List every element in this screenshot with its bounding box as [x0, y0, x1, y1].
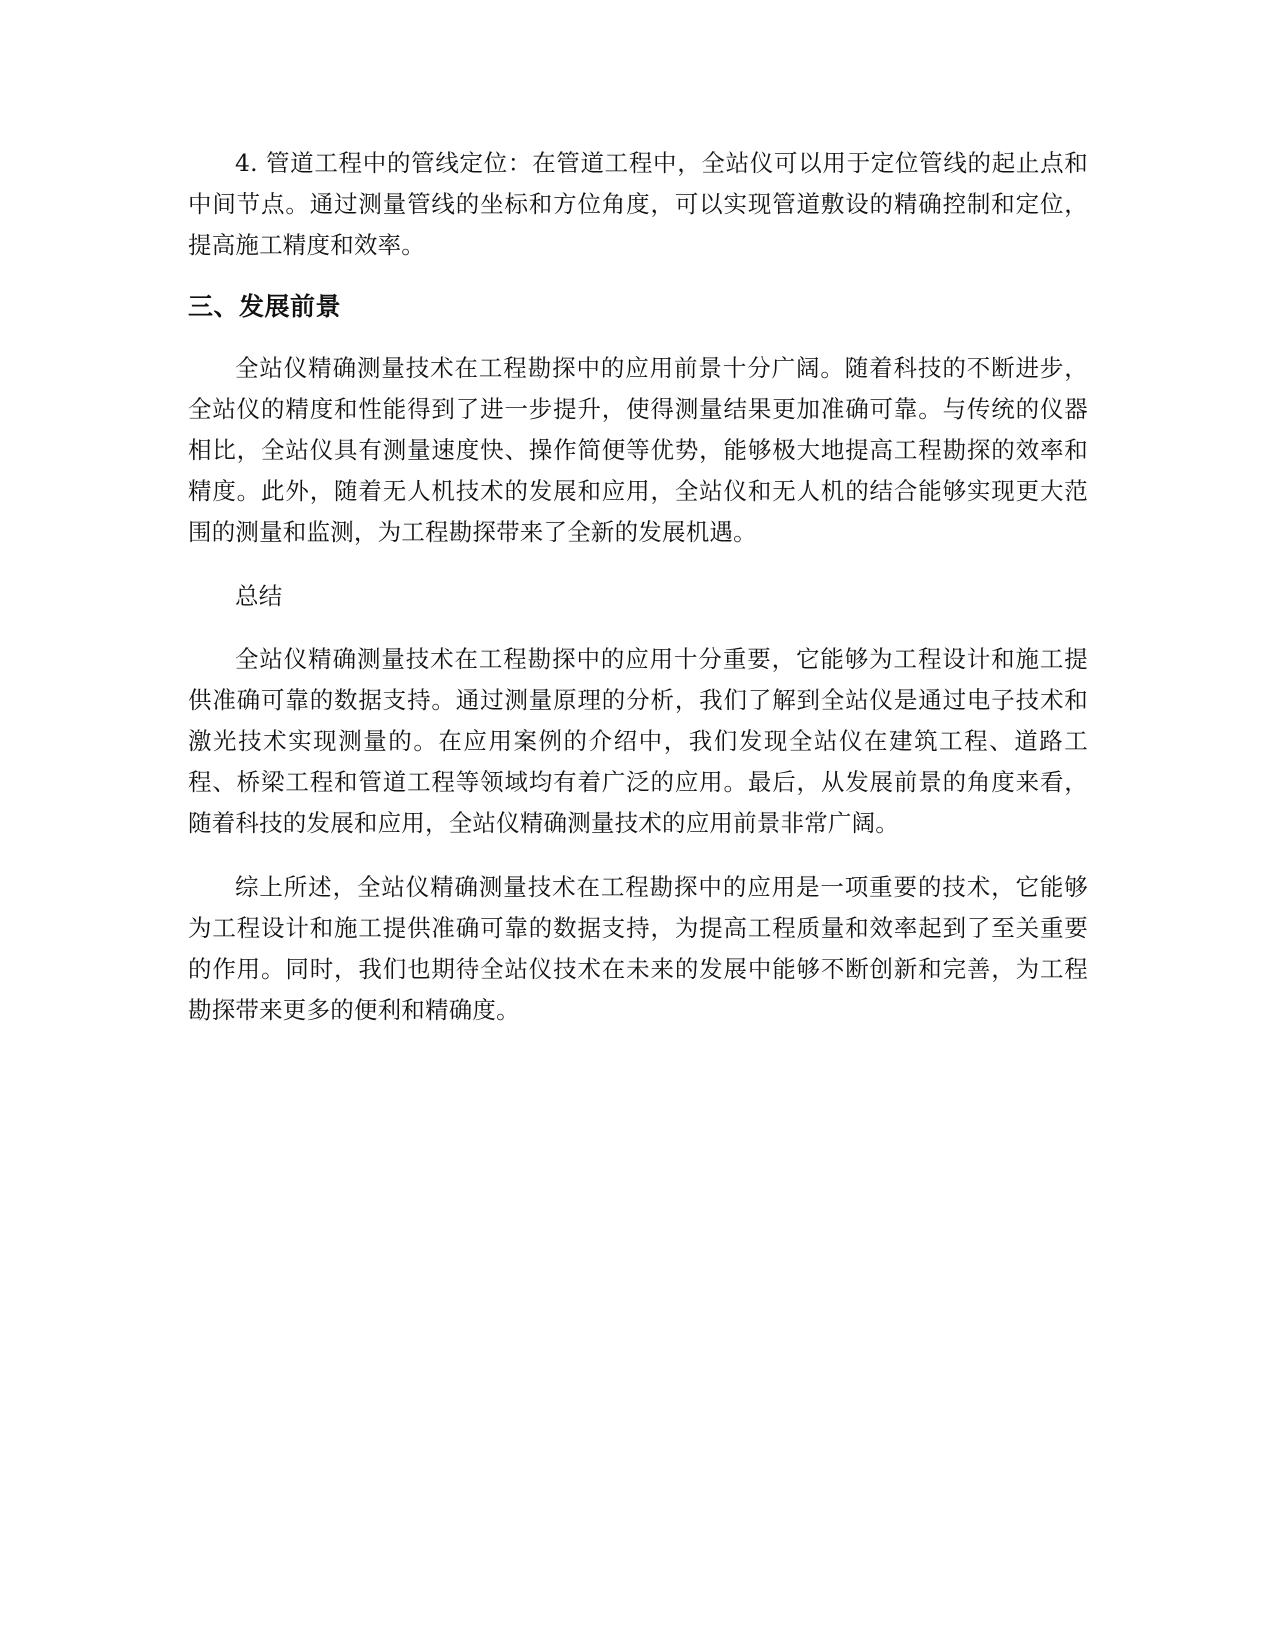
document-body [188, 143, 1088, 1031]
paragraph-pipeline-positioning: 4. 管道工程中的管线定位：在管道工程中，全站仪可以用于定位管线的起止点和中间节点。通过测量管线的坐标和方位角度，可以实现管道敷设的精确控制和定位，提高施工精度和效率。 [188, 149, 1088, 259]
section-heading-prospects: 三、发展前景 [188, 292, 342, 321]
summary-label: 总结 [235, 582, 283, 610]
paragraph-conclusion: 综上所述，全站仪精确测量技术在工程勘探中的应用是一项重要的技术，它能够为工程设计和施工提供准确可靠的数据支持，为提高工程质量和效率起到了至关重要的作用。同时，我们也期待全站仪技术在未来的发展中能够不断创新和完善，为工程勘探带来更多的便利和精确度。 [188, 873, 1088, 1024]
paragraph-summary: 全站仪精确测量技术在工程勘探中的应用十分重要，它能够为工程设计和施工提供准确可靠的数据支持。通过测量原理的分析，我们了解到全站仪是通过电子技术和激光技术实现测量的。在应用案例的介绍中，我们发现全站仪在建筑工程、道路工程、桥梁工程和管道工程等领域均有着广泛的应用。最后，从发展前景的角度来看，随着科技的发展和应用，全站仪精确测量技术的应用前景非常广阔。 [188, 645, 1088, 837]
paragraph-development-prospects: 全站仪精确测量技术在工程勘探中的应用前景十分广阔。随着科技的不断进步，全站仪的精度和性能得到了进一步提升，使得测量结果更加准确可靠。与传统的仪器相比，全站仪具有测量速度快、操作简便等优势，能够极大地提高工程勘探的效率和精度。此外，随着无人机技术的发展和应用，全站仪和无人机的结合能够实现更大范围的测量和监测，为工程勘探带来了全新的发展机遇。 [188, 354, 1088, 546]
